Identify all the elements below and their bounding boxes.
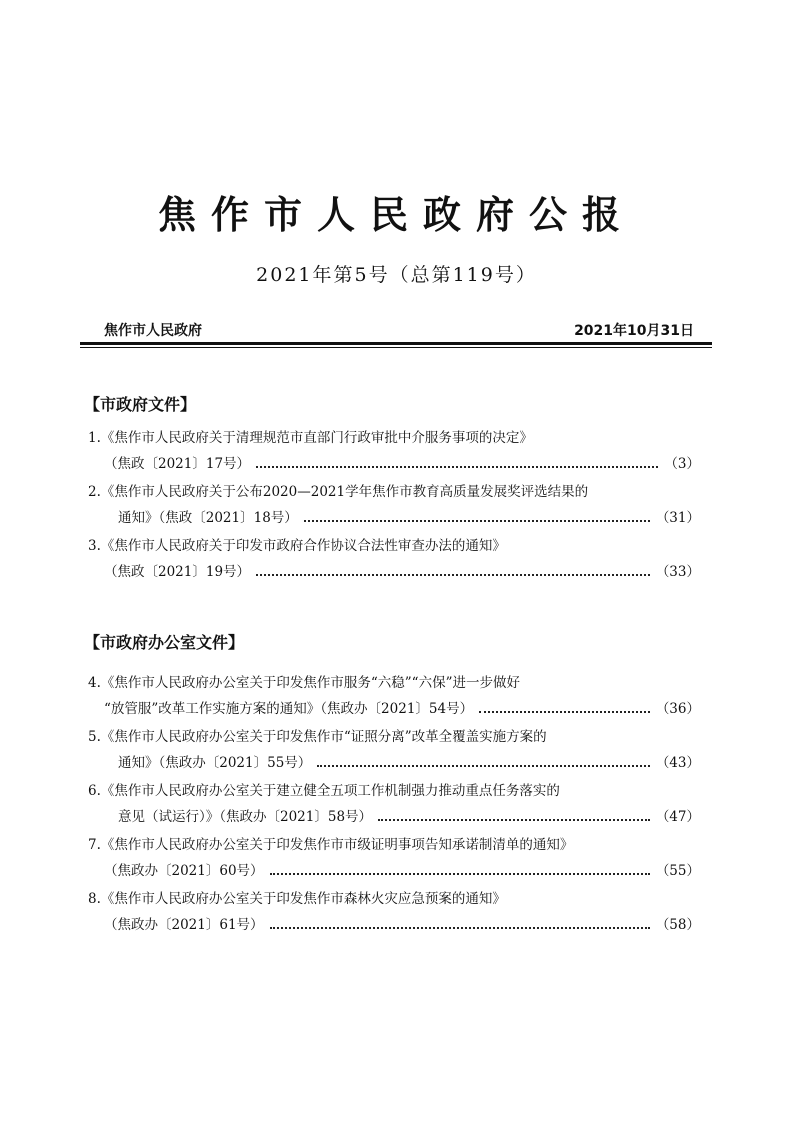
toc-entry[interactable]	[88, 724, 700, 776]
bulletin-title: 焦作市人民政府公报	[157, 193, 635, 237]
toc-entry-page: （31）	[655, 510, 700, 526]
toc-entry-doc-number: （焦政办〔2021〕61号）	[104, 917, 264, 933]
toc-entry-doc-number: （焦政办〔2021〕60号）	[104, 863, 264, 879]
toc-entry-page: （36）	[655, 701, 700, 717]
leader-dots	[317, 765, 650, 767]
leader-dots	[304, 520, 650, 522]
toc-entry-doc-number: （焦政〔2021〕17号）	[104, 456, 251, 472]
toc-entry-doc-number: 通知》（焦政办〔2021〕55号）	[118, 755, 312, 771]
toc-entry[interactable]	[88, 886, 700, 938]
toc-entry-page: （58）	[655, 917, 700, 933]
toc-entry-page: （33）	[655, 564, 700, 580]
toc-entry-doc-number: （焦政〔2021〕19号）	[104, 564, 251, 580]
toc-entry[interactable]	[88, 832, 700, 884]
toc-entry[interactable]	[88, 425, 700, 477]
toc-entry-title: 8.《焦作市人民政府办公室关于印发焦作市森林火灾应急预案的通知》	[88, 891, 506, 907]
leader-dots	[479, 711, 650, 713]
toc-entry-doc-number: “放管服”改革工作实施方案的通知》（焦政办〔2021〕54号）	[104, 701, 474, 717]
toc-entry-page: （3）	[664, 456, 700, 472]
toc-entry-title: 7.《焦作市人民政府办公室关于印发焦作市市级证明事项告知承诺制清单的通知》	[88, 837, 574, 853]
header-rule-thin	[80, 347, 712, 348]
toc-entry-page: （47）	[655, 809, 700, 825]
toc-entry[interactable]	[88, 533, 700, 585]
toc-entry-page: （43）	[655, 755, 700, 771]
toc-entry[interactable]	[88, 670, 700, 722]
toc-entry-title: 1.《焦作市人民政府关于清理规范市直部门行政审批中介服务事项的决定》	[88, 430, 533, 446]
leader-dots	[378, 819, 650, 821]
leader-dots	[270, 873, 650, 875]
toc-entry-title: 6.《焦作市人民政府办公室关于建立健全五项工作机制强力推动重点任务落实的	[88, 783, 560, 799]
leader-dots	[256, 466, 658, 468]
toc-entry-title: 2.《焦作市人民政府关于公布2020—2021学年焦作市教育高质量发展奖评选结果的	[88, 484, 589, 500]
masthead	[80, 318, 712, 340]
toc-entry[interactable]	[88, 479, 700, 531]
toc-entry-doc-number: 意见（试运行）》（焦政办〔2021〕58号）	[118, 809, 373, 825]
issue-number: 2021年第5号（总第119号）	[256, 264, 537, 286]
leader-dots	[256, 574, 650, 576]
toc-entry[interactable]	[88, 778, 700, 830]
toc-entry-title: 5.《焦作市人民政府办公室关于印发焦作市“证照分离”改革全覆盖实施方案的	[88, 729, 547, 745]
header-rule-thick	[80, 342, 712, 345]
issue-date: 2021年10月31日	[574, 323, 694, 339]
toc-entry-title: 4.《焦作市人民政府办公室关于印发焦作市服务“六稳”“六保”进一步做好	[88, 675, 520, 691]
toc-entry-title: 3.《焦作市人民政府关于印发市政府合作协议合法性审查办法的通知》	[88, 538, 506, 554]
section-heading-city-gov-documents: 【市政府文件】	[84, 395, 197, 414]
toc-entry-doc-number: 通知》（焦政〔2021〕18号）	[118, 510, 298, 526]
leader-dots	[270, 927, 650, 929]
issuing-organization: 焦作市人民政府	[104, 323, 202, 339]
toc-entry-page: （55）	[655, 863, 700, 879]
section-heading-general-office-documents: 【市政府办公室文件】	[84, 633, 245, 652]
